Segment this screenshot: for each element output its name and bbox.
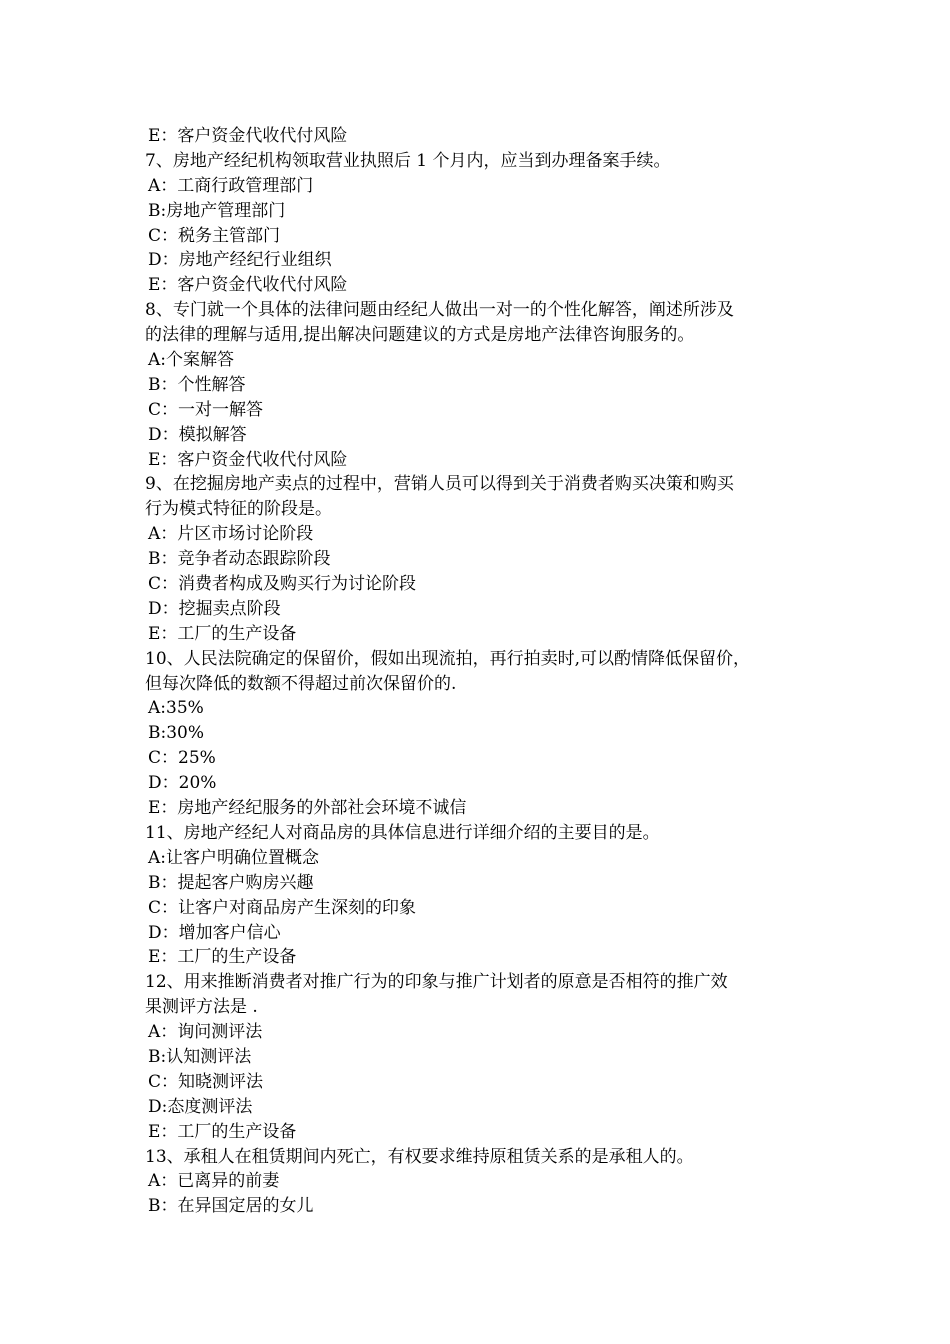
option-line: D：模拟解答 xyxy=(148,424,247,445)
option-line: B：竞争者动态跟踪阶段 xyxy=(148,549,331,570)
option-line: B:房地产管理部门 xyxy=(148,200,286,221)
option-line: A:个案解答 xyxy=(148,350,235,371)
question-line: 12、用来推断消费者对推广行为的印象与推广计划者的原意是否相符的推广效 xyxy=(145,972,728,993)
option-line: C：一对一解答 xyxy=(148,399,264,420)
option-line: D：增加客户信心 xyxy=(148,922,281,943)
option-line: D：挖掘卖点阶段 xyxy=(148,598,281,619)
option-line: E：客户资金代收代付风险 xyxy=(148,126,348,146)
question-line: 的法律的理解与适用,提出解决问题建议的方式是房地产法律咨询服务的。 xyxy=(145,325,695,346)
option-line: A：工商行政管理部门 xyxy=(148,175,314,196)
option-line: A：已离异的前妻 xyxy=(148,1171,280,1192)
option-line: A:35% xyxy=(148,698,204,719)
option-line: C：消费者构成及购买行为讨论阶段 xyxy=(148,574,417,595)
question-line: 10、人民法院确定的保留价，假如出现流拍，再行拍卖时,可以酌情降低保留价， xyxy=(145,648,751,669)
option-line: B：提起客户购房兴趣 xyxy=(148,872,314,893)
option-line: E：客户资金代收代付风险 xyxy=(148,449,348,470)
question-line: 行为模式特征的阶段是。 xyxy=(145,499,332,520)
question-line: 7、房地产经纪机构领取营业执照后 1 个月内，应当到办理备案手续。 xyxy=(145,150,671,171)
option-line: E：工厂的生产设备 xyxy=(148,1121,297,1142)
document-body xyxy=(145,124,815,1219)
question-line: 8、专门就一个具体的法律问题由经纪人做出一对一的个性化解答，阐述所涉及 xyxy=(145,300,734,321)
option-line: C：知晓测评法 xyxy=(148,1071,264,1092)
option-line: E：客户资金代收代付风险 xyxy=(148,275,348,296)
option-line: C：让客户对商品房产生深刻的印象 xyxy=(148,897,417,918)
question-line: 果测评方法是 . xyxy=(145,997,258,1018)
option-line: E：房地产经纪服务的外部社会环境不诚信 xyxy=(148,798,467,819)
option-line: D:态度测评法 xyxy=(148,1096,253,1117)
option-line: A：询问测评法 xyxy=(148,1022,263,1043)
option-line: E：工厂的生产设备 xyxy=(148,623,297,644)
option-line: B：个性解答 xyxy=(148,374,246,395)
option-line: A：片区市场讨论阶段 xyxy=(148,524,314,545)
option-line: B：在异国定居的女儿 xyxy=(148,1196,314,1217)
option-line: B:认知测评法 xyxy=(148,1046,252,1067)
option-line: D：20% xyxy=(148,773,217,794)
question-line: 但每次降低的数额不得超过前次保留价的. xyxy=(145,673,457,694)
option-line: C：25% xyxy=(148,748,216,769)
option-line: E：工厂的生产设备 xyxy=(148,947,297,968)
question-line: 13、承租人在租赁期间内死亡，有权要求维持原租赁关系的是承租人的。 xyxy=(145,1146,694,1167)
question-line: 9、在挖掘房地产卖点的过程中，营销人员可以得到关于消费者购买决策和购买 xyxy=(145,474,734,495)
option-line: B:30% xyxy=(148,723,205,744)
question-line: 11、房地产经纪人对商品房的具体信息进行详细介绍的主要目的是。 xyxy=(145,822,660,843)
option-line: C：税务主管部门 xyxy=(148,225,281,246)
option-line: D：房地产经纪行业组织 xyxy=(148,250,332,271)
option-line: A:让客户明确位置概念 xyxy=(148,847,320,868)
